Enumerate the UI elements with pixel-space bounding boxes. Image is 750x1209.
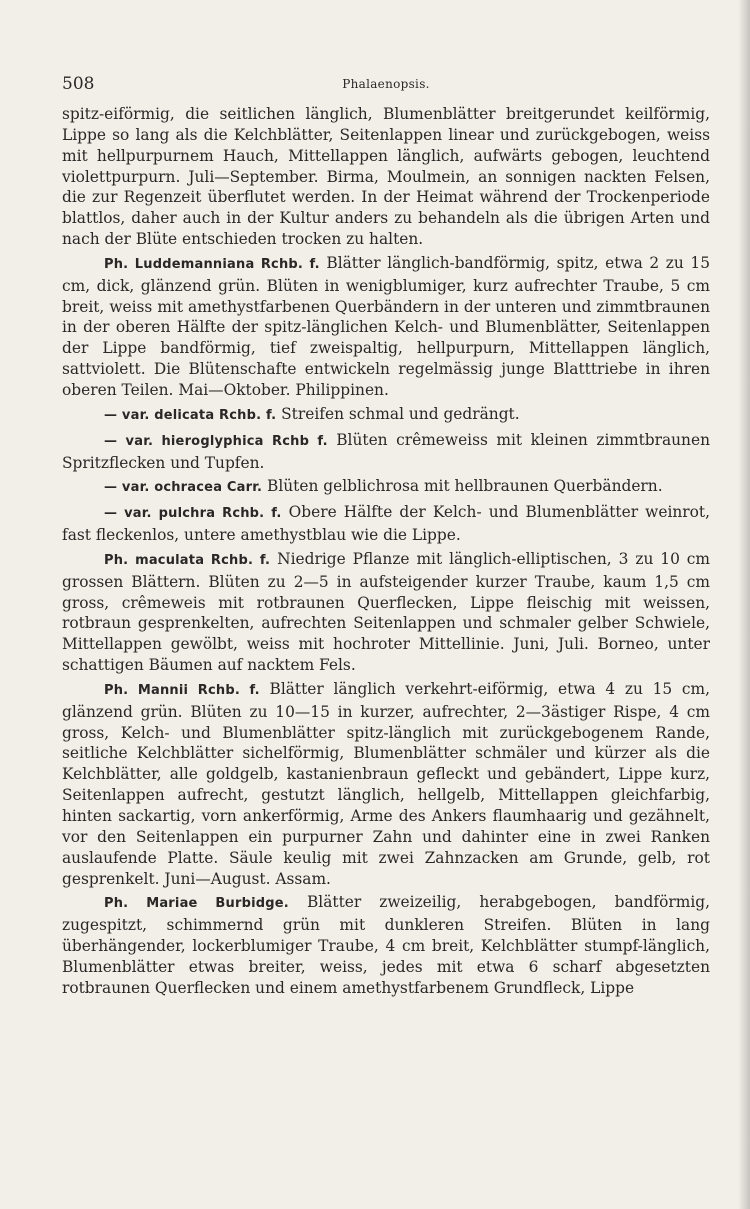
entry-maculata [62,549,710,676]
entry-var-ochracea [62,476,710,499]
variety-description: Blüten gelblichrosa mit hellbraunen Querbändern. [262,477,663,496]
entry-mannii [62,679,710,889]
species-description: Blätter länglich-bandförmig, spitz, etwa 2 zu 15 cm, dick, glänzend grün. Blüten in wenigblumiger, kurz aufrechter Traube, 5 cm breit, weiss mit amethystfarbenen Querbändern in der unteren und zimmtbraunen in der oberen Hälfte der spitz-länglichen Kelch- und Blumenblätter, Seitenlappen der Lippe bandförmig, tief zweispaltig, hellpurpurn, Mittellappen länglich, sattviolett. Die Blütenschafte entwickeln regelmässig junge Blatttriebe in ihren oberen Teilen. Mai—Oktober. Philippinen. [62,253,710,399]
variety-name: — var. pulchra Rchb. f. [104,506,282,522]
book-page [62,74,710,999]
page-number: 508 [62,74,95,94]
species-name: Ph. Mannii Rchb. f. [104,682,260,698]
species-description: Niedrige Pflanze mit länglich-elliptischen, 3 zu 10 cm grossen Blättern. Blüten zu 2—5 in aufsteigender kurzer Traube, kaum 1,5 cm gross, crêmeweis mit rotbraunen Querflecken, Lippe fleischig mit weissen, rotbraun gesprenkelten, aufrechten Seitenlappen und schmaler gelber Schwiele, Mittellappen gewölbt, weiss mit hochroter Mittellinie. Juni, Juli. Borneo, unter schattigen Bäumen auf nacktem Fels. [62,549,710,675]
entry-var-hieroglyphica [62,430,710,474]
species-name: Ph. Mariae Burbidge. [104,896,289,912]
page-edge-shadow [738,0,750,1209]
entry-mariae [62,892,710,998]
variety-description: Streifen schmal und gedrängt. [276,404,520,423]
species-name: Ph. maculata Rchb. f. [104,552,271,568]
variety-name: — var. ochracea Carr. [104,480,263,496]
species-name: Ph. Luddemanniana Rchb. f. [104,256,320,272]
entry-var-pulchra [62,502,710,546]
variety-description: Blüten crêmeweiss mit kleinen zimmtbraunen Spritzflecken und Tupfen. [62,430,710,472]
variety-name: — var. delicata Rchb. f. [104,407,277,423]
variety-name: — var. hieroglyphica Rchb f. [104,433,328,449]
running-title: Phalaenopsis. [342,77,430,91]
body-text [62,104,710,999]
species-description: Blätter zweizeilig, herabgebogen, bandförmig, zugespitzt, schimmernd grün mit dunkleren Streifen. Blüten in lang überhängender, lockerblumiger Traube, 4 cm breit, Kelchblätter stumpf-länglich, Blumenblätter etwas breiter, weiss, jedes mit etwa 6 scharf abgesetzten rotbraunen Querflecken und einem amethystfarbenem Grundfleck, Lippe [62,893,710,997]
entry-var-delicata [62,404,710,427]
species-description: Blätter länglich verkehrt-eiförmig, etwa 4 zu 15 cm, glänzend grün. Blüten zu 10—15 in kurzer, aufrechter, 2—3ästiger Rispe, 4 cm gross, Kelch- und Blumenblätter spitz-länglich mit zurückgebogenem Rande, seitliche Kelchblätter sichelförmig, Blumenblätter schmäler und kürzer als die Kelchblätter, alle goldgelb, kastanienbraun gefleckt und gebändert, Lippe kurz, Seitenlappen aufrecht, gestutzt länglich, hellgelb, Mittellappen gleichfarbig, hinten sackartig, vorn ankerförmig, Arme des Ankers flaumhaarig und gezähnelt, vor den Seitenlappen ein purpurner Zahn und dahinter eine in zwei Ranken auslaufende Platte. Säule keulig mit zwei Zahnzacken am Grunde, gelb, rot gesprenkelt. Juni—August. Assam. [62,679,710,888]
variety-description: Obere Hälfte der Kelch- und Blumenblätter weinrot, fast fleckenlos, untere amethystblau wie die Lippe. [62,503,710,545]
entry-luddemanniana [62,253,710,401]
continuation-paragraph: spitz-eiförmig, die seitlichen länglich, Blumenblätter breitgerundet keilförmig, Lippe so lang als die Kelchblätter, Seitenlappen linear und zurückgebogen, weiss mit hellpurpurnem Hauch, Mittellappen länglich, aufwärts gebogen, leuchtend violettpurpurn. Juli—September. Birma, Moulmein, an sonnigen nackten Felsen, die zur Regenzeit überflutet werden. In der Heimat während der Trockenperiode blattlos, daher auch in der Kultur anders zu behandeln als die übrigen Arten und nach der Blüte entschieden trocken zu halten. [62,105,710,249]
page-header [62,74,710,104]
